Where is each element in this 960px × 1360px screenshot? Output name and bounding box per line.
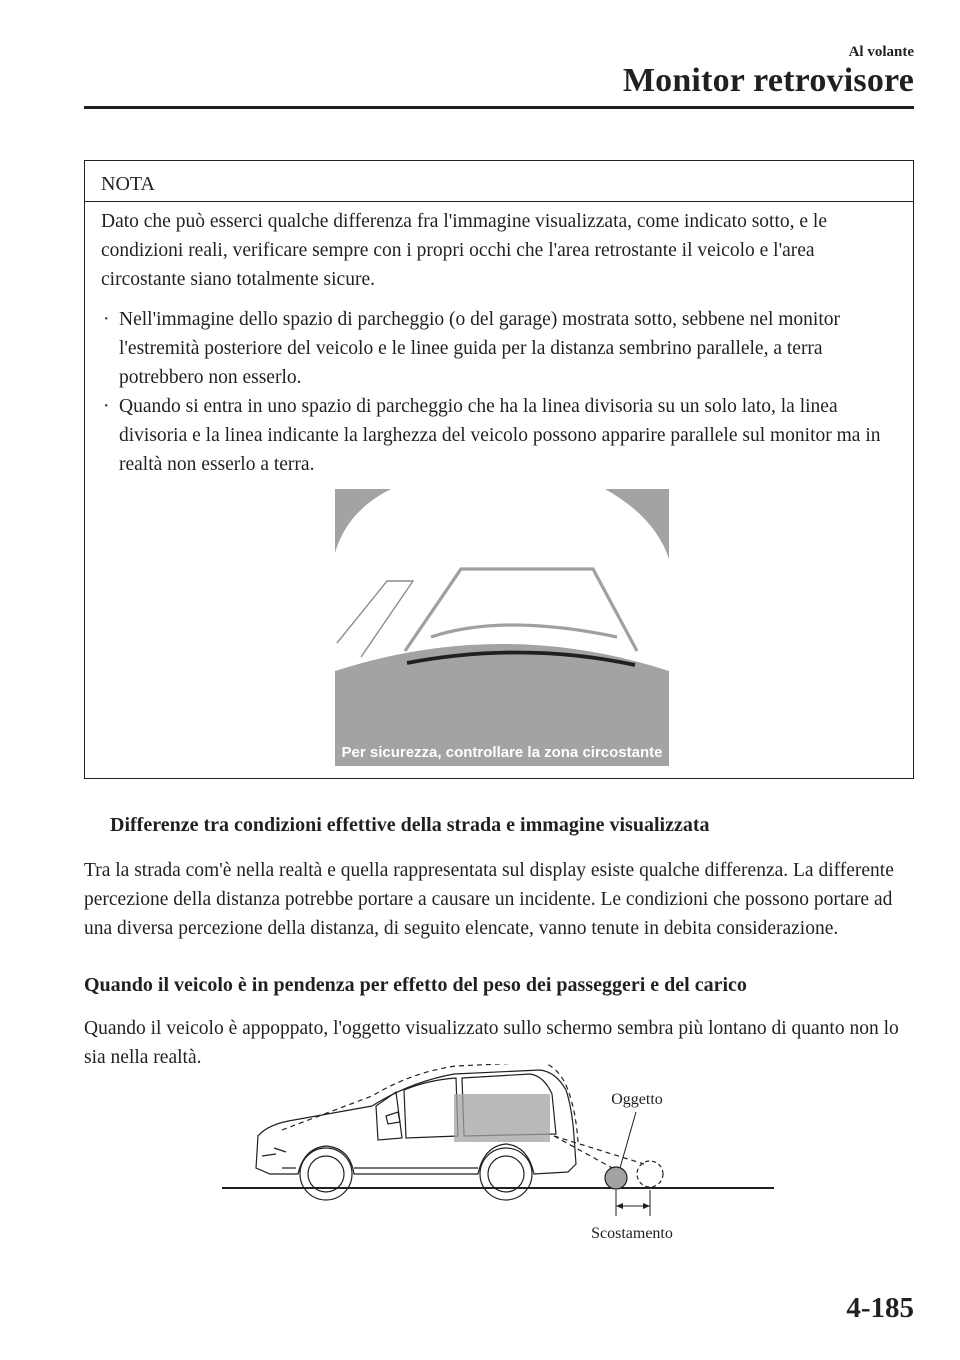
cargo-load (454, 1094, 550, 1142)
actual-object-icon (605, 1167, 627, 1189)
note-bullet-text: Quando si entra in uno spazio di parcheggio che ha la linea divisoria su un solo lato, la linea divisoria e la linea indicante la larghezza del veicolo possono apparire parallele sul monitor ma in realtà non esserlo a terra. (119, 396, 881, 475)
page-number: 4-185 (846, 1292, 914, 1324)
running-header-section: Al volante (848, 44, 914, 60)
object-label: Oggetto (611, 1091, 663, 1108)
offset-label: Scostamento (591, 1225, 673, 1242)
note-header (85, 161, 913, 202)
page-title: Monitor retrovisore (622, 62, 914, 99)
offset-arrow-right-icon (643, 1203, 650, 1209)
vehicle-offset-diagram (222, 1064, 778, 1250)
header-rule (84, 106, 914, 109)
camera-sightline-perceived (554, 1136, 644, 1164)
section-heading: Differenze tra condizioni effettive della strada e immagine visualizzata (110, 814, 710, 836)
note-bullet-item (101, 305, 901, 392)
perceived-object-icon (637, 1161, 663, 1187)
screen-caption: Per sicurezza, controllare la zona circostante (341, 744, 663, 761)
offset-arrow-left-icon (616, 1203, 623, 1209)
note-bullet-text: Nell'immagine dello spazio di parcheggio (o del garage) mostrata sotto, sebbene nel monitor l'estremità posteriore del veicolo e le linee guida per la distanza sembrino parallele, a terra potrebbero non esserlo. (119, 309, 841, 388)
bullet-dot-icon: · (103, 396, 110, 417)
object-leader-line (620, 1112, 636, 1168)
note-label: NOTA (101, 173, 155, 195)
note-intro: Dato che può esserci qualche differenza fra l'immagine visualizzata, come indicato sotto, e le condizioni reali, verificare sempre con i propri occhi che l'area retrostante il veicolo e l'area circostante siano totalmente sicure. (101, 211, 827, 290)
note-body (101, 207, 901, 479)
note-bullet-list (101, 305, 901, 479)
note-bullet-item (101, 392, 901, 479)
rear-camera-screen-illustration (335, 489, 669, 766)
bullet-dot-icon: · (103, 309, 110, 330)
subsection-heading: Quando il veicolo è in pendenza per effetto del peso dei passeggeri e del carico (84, 974, 747, 996)
section-paragraph: Tra la strada com'è nella realtà e quella rappresentata sul display esiste qualche differenza. La differente percezione della distanza potrebbe portare a causare un incidente. Le condizioni che possono portare ad una diversa percezione della distanza, di seguito elencate, vanno tenute in debita considerazione. (84, 860, 894, 939)
subsection-paragraph: Quando il veicolo è appoppato, l'oggetto visualizzato sullo schermo sembra più lontano di quanto non lo sia nella realtà. (84, 1018, 899, 1068)
